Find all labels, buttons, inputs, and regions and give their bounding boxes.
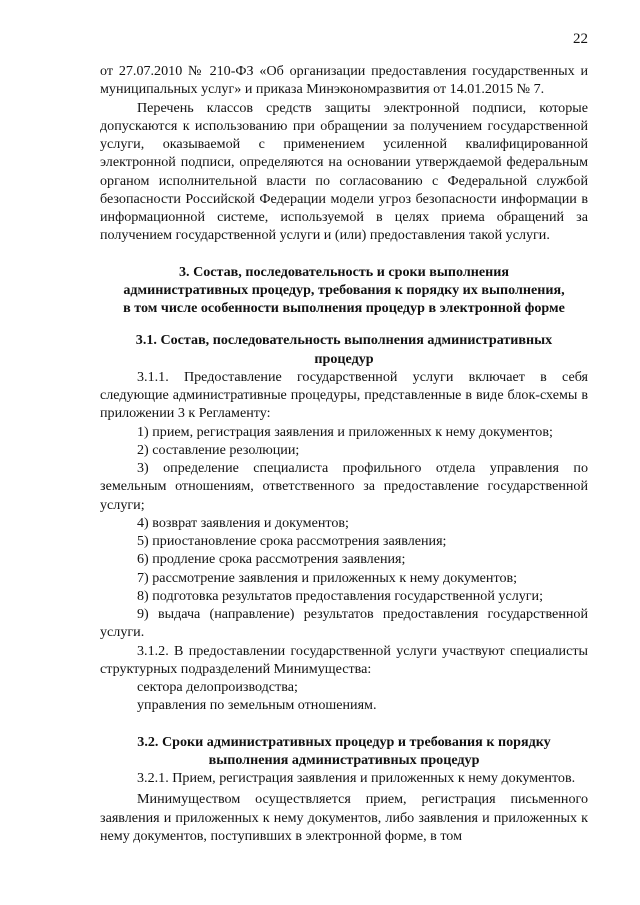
procedure-list-item: 2) составление резолюции; (137, 441, 300, 458)
procedure-list (100, 423, 588, 642)
section-3-2-heading-line-1: 3.2. Сроки административных процедур и требования к порядку (137, 733, 551, 750)
section-3-1-heading (100, 331, 588, 368)
section-3-2-heading-line-2: выполнения административных процедур (208, 751, 480, 768)
paragraph-3-2-1-body: Минимуществом осуществляется прием, регистрация письменного заявления и приложенных к нему документов, либо заявления и приложенных к нему документов, поступивших в электронной форме, в том (100, 791, 588, 844)
department-item: сектора делопроизводства; (137, 679, 298, 695)
paragraph-3-2-1: 3.2.1. Прием, регистрация заявления и приложенных к нему документов. (137, 770, 576, 786)
spacer (100, 245, 588, 263)
procedure-list-item: 4) возврат заявления и документов; (137, 514, 349, 531)
procedure-list-item: 8) подготовка результатов предоставления государственной услуги; (137, 587, 544, 604)
document-body (100, 62, 588, 845)
procedure-list-item: 5) приостановление срока рассмотрения заявления; (137, 533, 447, 549)
spacer (100, 715, 588, 733)
page-number: 22 (573, 31, 588, 47)
intro-paragraph-2: Перечень классов средств защиты электронной подписи, которые допускаются к использованию при обращении за получением государственной услуги, оказываемой с применением усиленной квалифицированной электронной подписи, определяются на основании утверждаемой федеральным органом исполнительной власти по согласованию с Федеральной службой безопасности Российской Федерации модели угроз безопасности информации в информационной системе, используемой в целях приема обращений за получением государственной услуги и (или) предоставления такой услуги. (100, 99, 588, 244)
department-item: управления по земельным отношениям. (137, 697, 377, 714)
procedure-list-item: 6) продление срока рассмотрения заявления; (137, 551, 406, 568)
procedure-list-item: 7) рассмотрение заявления и приложенных к нему документов; (137, 569, 518, 586)
section-3-heading-line-1: 3. Состав, последовательность и сроки выполнения (178, 263, 510, 280)
section-3-1-heading-line-1: 3.1. Состав, последовательность выполнения административных (135, 332, 553, 349)
intro-paragraph-1: от 27.07.2010 № 210-ФЗ «Об организации предоставления государственных и муниципальных услуг» и приказа Минэкономразвития от 14.01.2015 № 7. (100, 63, 588, 98)
section-3-2-heading (100, 733, 588, 770)
procedure-list-item: 9) выдача (направление) результатов предоставления государственной услуги. (100, 606, 588, 641)
section-3-heading (100, 263, 588, 318)
paragraph-3-1-1: 3.1.1. Предоставление государственной услуги включает в себя следующие административные процедуры, представленные в виде блок-схемы в приложении 3 к Регламенту: (100, 368, 588, 422)
procedure-list-item: 1) прием, регистрация заявления и приложенных к нему документов; (137, 423, 553, 440)
paragraph-3-1-2: 3.1.2. В предоставлении государственной услуги участвуют специалисты структурных подразделений Минимущества: (100, 642, 588, 677)
section-3-1-heading-line-2: процедур (314, 350, 374, 367)
section-3-heading-line-3: в том числе особенности выполнения процедур в электронной форме (123, 300, 565, 316)
procedure-list-item: 3) определение специалиста профильного отдела управления по земельным отношениям, ответственного за предоставление государственной услуги; (100, 460, 588, 513)
section-3-heading-line-2: административных процедур, требования к порядку их выполнения, (123, 281, 565, 298)
spacer (100, 317, 588, 331)
